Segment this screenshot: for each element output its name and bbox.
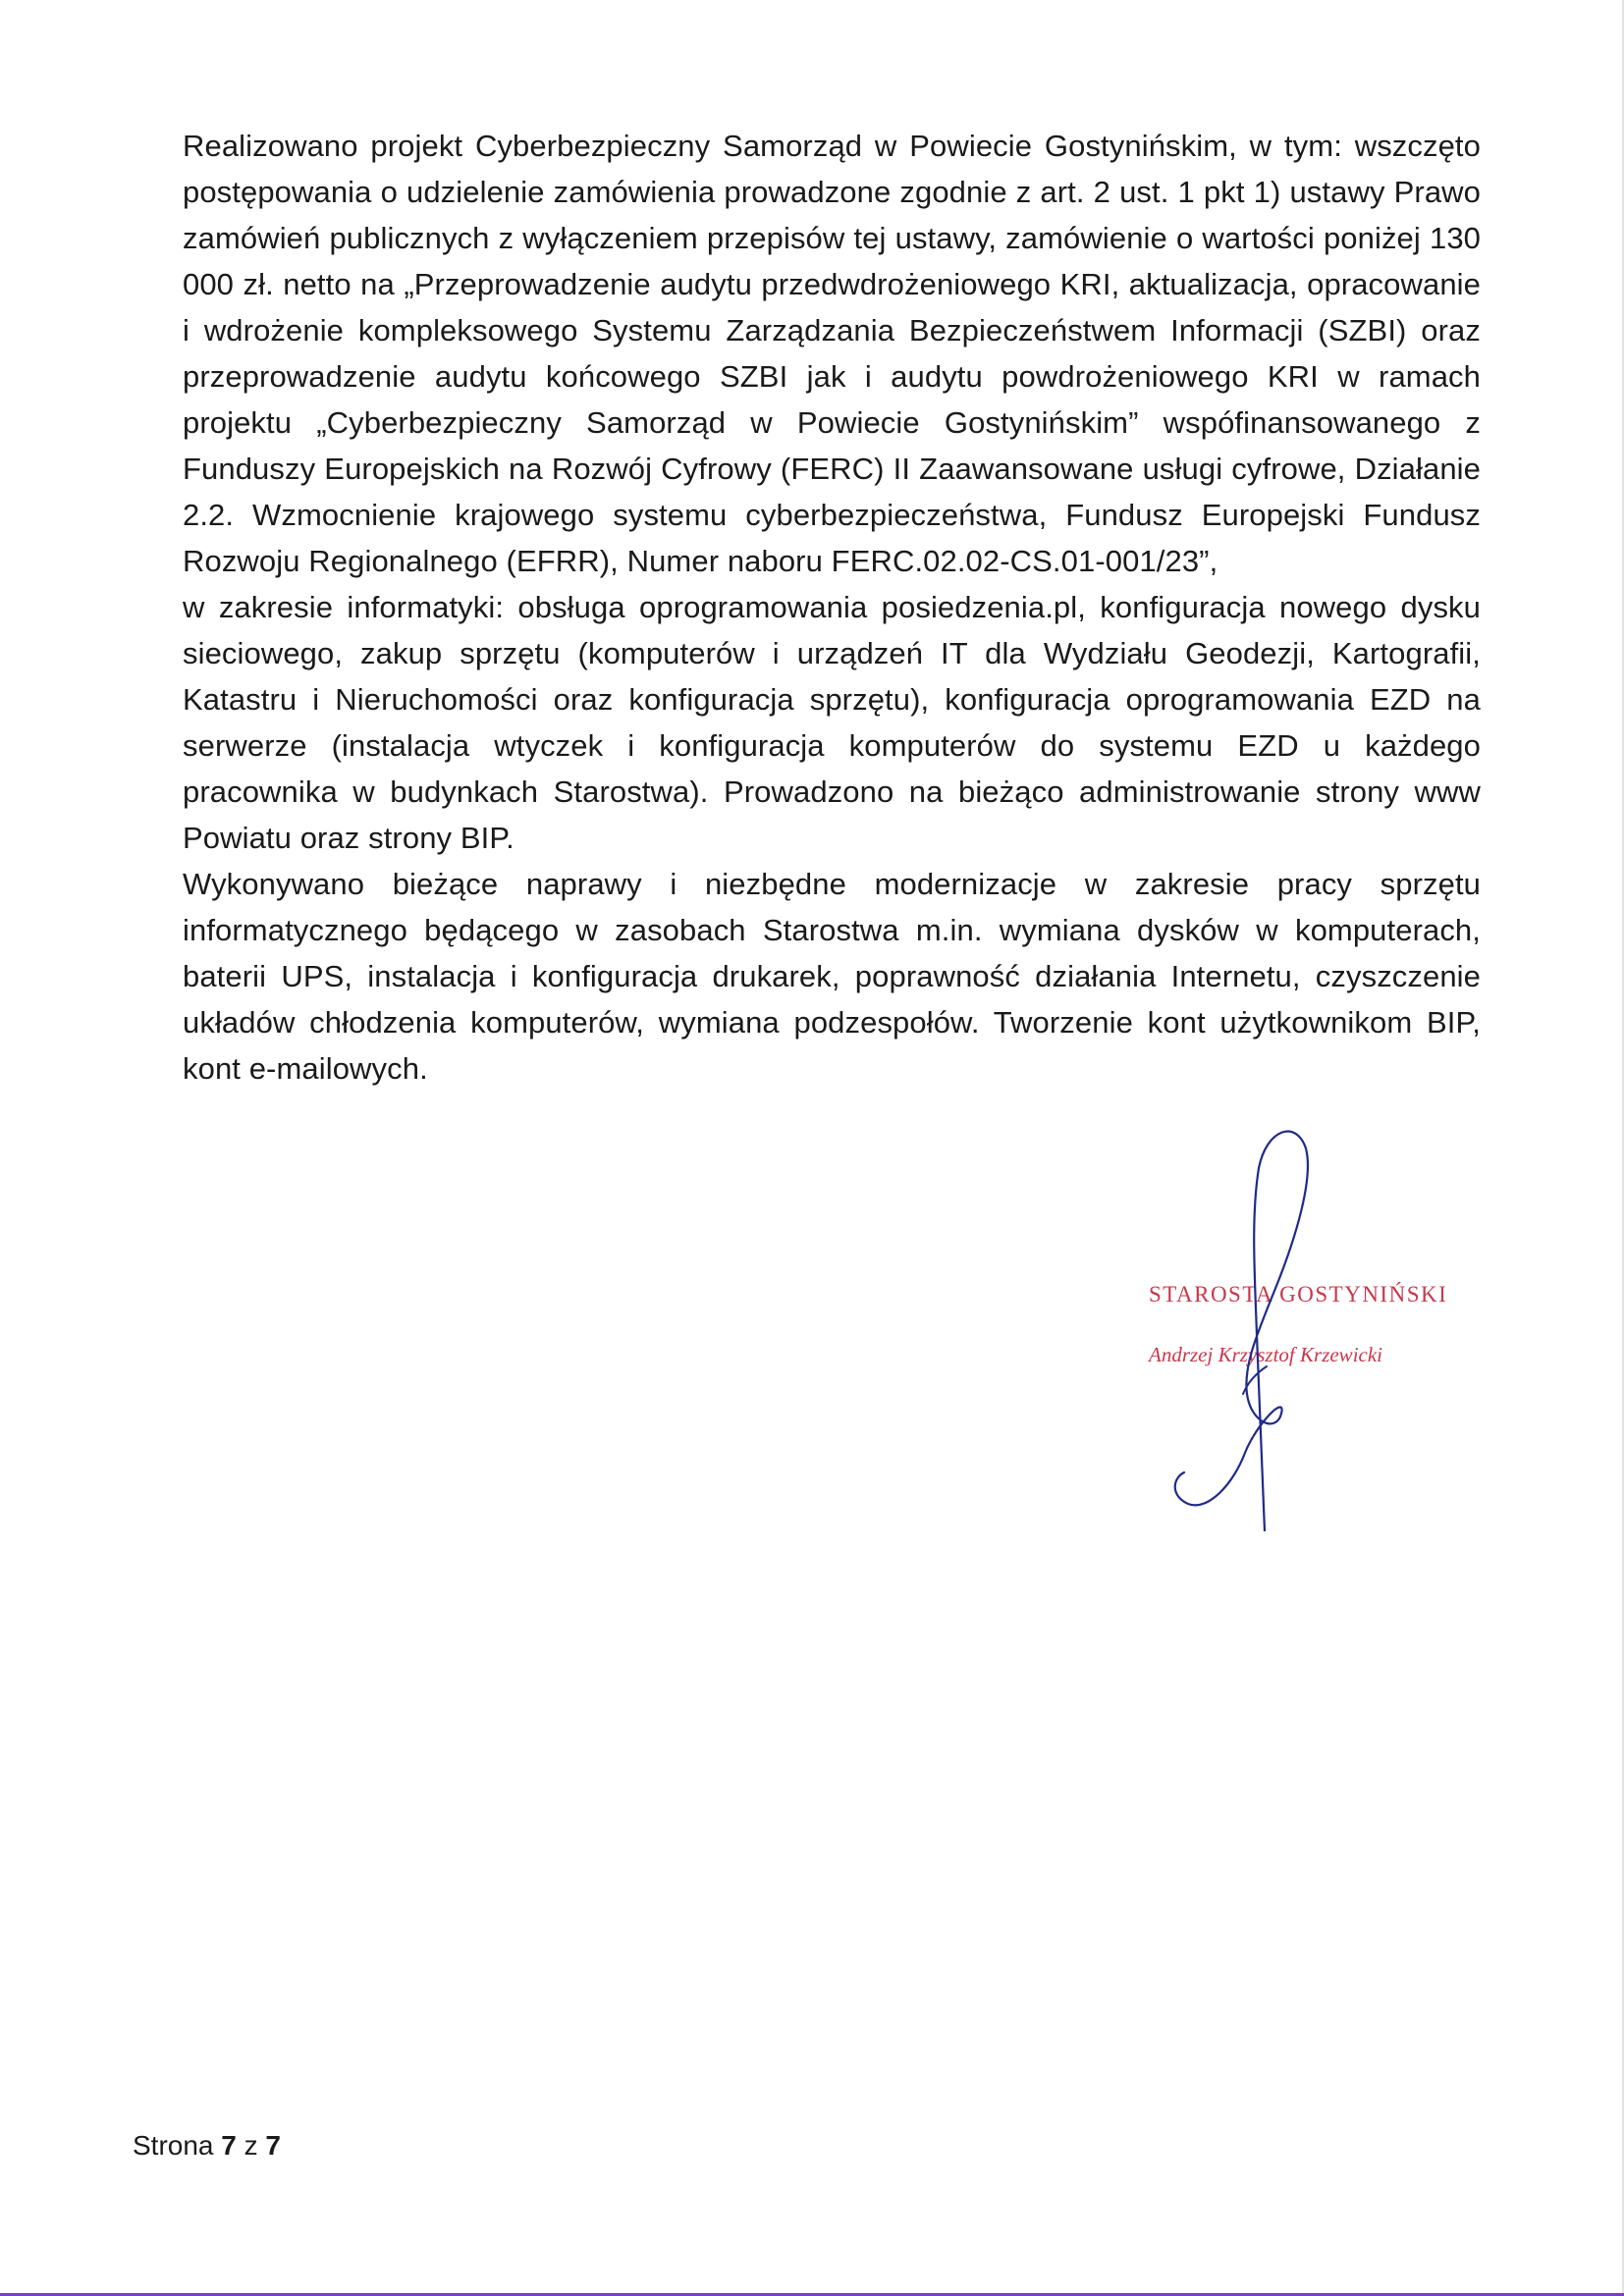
paragraph-project: Realizowano projekt Cyberbezpieczny Samorząd w Powiecie Gostynińskim, w tym: wszczęto postępowania o udzielenie zamówienia prowadzone zgodnie z art. 2 ust. 1 pkt 1) ustawy Prawo zamówień publicznych z wyłączeniem przepisów tej ustawy, zamówienie o wartości poniżej 130 000 zł. netto na „Przeprowadzenie audytu przedwdrożeniowego KRI, aktualizacja, opracowanie i wdrożenie kompleksowego Systemu Zarządzania Bezpieczeństwem Informacji (SZBI) oraz przeprowadzenie audytu końcowego SZBI jak i audytu powdrożeniowego KRI w ramach projektu „Cyberbezpieczny Samorząd w Powiecie Gostynińskim” wspófinansowanego z Funduszy Europejskich na Rozwój Cyfrowy (FERC) II Zaawansowane usługi cyfrowe, Działanie 2.2. Wzmocnienie krajowego systemu cyberbezpieczeństwa, Fundusz Europejski Fundusz Rozwoju Regionalnego (EFRR), Numer naboru FERC.02.02-CS.01-001/23”, [183, 129, 1481, 578]
stamp-title: STAROSTA GOSTYNIŃSKI [1149, 1282, 1448, 1307]
paragraph-it-scope: w zakresie informatyki: obsługa oprogramowania posiedzenia.pl, konfiguracja nowego dysku sieciowego, zakup sprzętu (komputerów i urządzeń IT dla Wydziału Geodezji, Kartografii, Katastru i Nieruchomości oraz konfiguracja sprzętu), konfiguracja oprogramowania EZD na serwerze (instalacja wtyczek i konfiguracja komputerów do systemu EZD u każdego pracownika w budynkach Starostwa). Prowadzono na bieżąco administrowanie strony www Powiatu oraz strony BIP. [183, 590, 1481, 855]
handwritten-signature [1149, 1099, 1345, 1531]
paragraph-maintenance: Wykonywano bieżące naprawy i niezbędne modernizacje w zakresie pracy sprzętu informatycznego będącego w zasobach Starostwa m.in. wymiana dysków w komputerach, baterii UPS, instalacja i konfiguracja drukarek, poprawność działania Internetu, czyszczenie układów chłodzenia komputerów, wymiana podzespołów. Tworzenie kont użytkownikom BIP, kont e-mailowych. [183, 867, 1481, 1086]
page-footer [133, 2130, 281, 2162]
footer-total-pages: 7 [265, 2130, 281, 2161]
stamp-name: Andrzej Krzysztof Krzewicki [1149, 1343, 1383, 1366]
footer-separator: z [236, 2130, 266, 2161]
footer-prefix: Strona [133, 2130, 222, 2161]
footer-current-page: 7 [221, 2130, 237, 2161]
document-body [183, 123, 1481, 1092]
